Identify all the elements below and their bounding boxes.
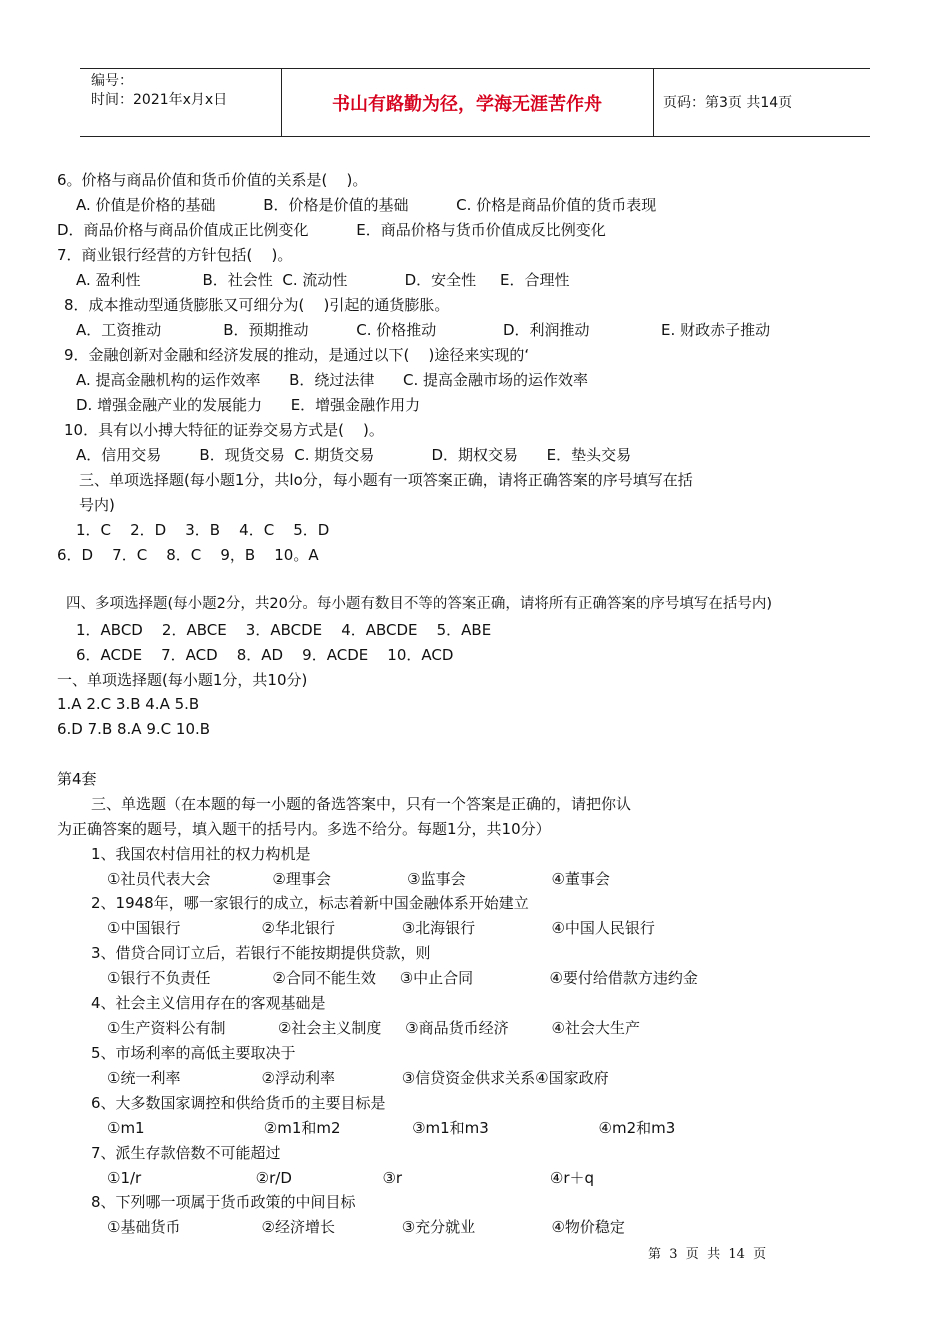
- text-line: 第4套: [57, 770, 97, 788]
- page-footer: 第 3 页 共 14 页: [648, 1247, 767, 1262]
- text-line: 6、大多数国家调控和供给货币的主要目标是: [91, 1094, 386, 1112]
- header-meta-cell: [80, 69, 282, 136]
- header-table: [80, 68, 870, 137]
- text-line: 四、多项选择题(每小题2分，共20分。每小题有数目不等的答案正确，请将所有正确答案的序号填写在括号内): [66, 596, 772, 612]
- header-motto-cell: [281, 69, 654, 136]
- text-line: ①m1 ②m1和m2 ③m1和m3 ④m2和m3: [107, 1119, 676, 1137]
- text-line: 1、我国农村信用社的权力构机是: [91, 845, 311, 863]
- text-line: A. 盈利性 B．社会性 C. 流动性 D．安全性 E．合理性: [76, 271, 570, 289]
- text-line: ①中国银行 ②华北银行 ③北海银行 ④中国人民银行: [107, 919, 655, 937]
- text-line: D. 增强金融产业的发展能力 E．增强金融作用力: [76, 396, 421, 414]
- text-line: 号内): [79, 496, 115, 514]
- text-line: 8、下列哪一项属于货币政策的中间目标: [91, 1193, 356, 1211]
- header-page-cell: [654, 69, 870, 136]
- text-line: ①1/r ②r/D ③r ④r＋q: [107, 1169, 595, 1187]
- text-line: 三、单选题（在本题的每一小题的备选答案中，只有一个答案是正确的，请把你认: [91, 795, 632, 813]
- text-line: 10．具有以小搏大特征的证券交易方式是( )。: [64, 421, 384, 439]
- text-line: 7．商业银行经营的方针包括( )。: [57, 246, 293, 264]
- text-line: ①银行不负责任 ②合同不能生效 ③中止合同 ④要付给借款方违约金: [107, 969, 698, 987]
- text-line: ①生产资料公有制 ②社会主义制度 ③商品货币经济 ④社会大生产: [107, 1019, 640, 1037]
- text-line: 4、社会主义信用存在的客观基础是: [91, 994, 326, 1012]
- text-line: ①基础货币 ②经济增长 ③充分就业 ④物价稳定: [107, 1218, 625, 1236]
- text-line: ①社员代表大会 ②理事会 ③监事会 ④董事会: [107, 870, 610, 888]
- text-line: 5、市场利率的高低主要取决于: [91, 1044, 296, 1062]
- text-line: 1．C 2．D 3．B 4．C 5．D: [76, 521, 330, 539]
- text-line: A．信用交易 B．现货交易 C. 期货交易 D．期权交易 E．垫头交易: [76, 446, 632, 464]
- text-line: 6．ACDE 7．ACD 8．AD 9．ACDE 10．ACD: [76, 646, 454, 664]
- time-label: 时间：2021年x月x日: [91, 92, 228, 108]
- text-line: 6。价格与商品价值和货币价值的关系是( )。: [57, 171, 368, 189]
- text-line: 2、1948年，哪一家银行的成立，标志着新中国金融体系开始建立: [91, 894, 529, 912]
- text-line: A. 提高金融机构的运作效率 B．绕过法律 C. 提高金融市场的运作效率: [76, 371, 589, 389]
- text-line: 为正确答案的题号，填入题干的括号内。多选不给分。每题1分，共10分）: [57, 820, 551, 838]
- text-line: 1.A 2.C 3.B 4.A 5.B: [57, 695, 200, 713]
- motto: 书山有路勤为径，学海无涯苦作舟: [332, 94, 602, 115]
- text-line: A．工资推动 B．预期推动 C. 价格推动 D．利润推动 E. 财政赤子推动: [76, 321, 771, 339]
- number-label: 编号：: [91, 73, 133, 89]
- text-line: 6.D 7.B 8.A 9.C 10.B: [57, 720, 211, 738]
- text-line: 1．ABCD 2．ABCE 3．ABCDE 4．ABCDE 5．ABE: [76, 621, 492, 639]
- text-line: A. 价值是价格的基础 B．价格是价值的基础 C. 价格是商品价值的货币表现: [76, 196, 657, 214]
- text-line: 8．成本推动型通货膨胀又可细分为( )引起的通货膨胀。: [64, 296, 450, 314]
- text-line: 3、借贷合同订立后，若银行不能按期提供贷款，则: [91, 944, 431, 962]
- text-line: 三、单项选择题(每小题1分，共lo分，每小题有一项答案正确，请将正确答案的序号填写在括: [79, 471, 693, 489]
- text-line: 一、单项选择题(每小题1分，共10分): [57, 671, 308, 689]
- text-line: ①统一利率 ②浮动利率 ③信贷资金供求关系④国家政府: [107, 1069, 609, 1087]
- text-line: D．商品价格与商品价值成正比例变化 E．商品价格与货币价值成反比例变化: [57, 221, 606, 239]
- page-label: 页码：第3页 共14页: [663, 95, 793, 111]
- text-line: 9．金融创新对金融和经济发展的推动，是通过以下( )途径来实现的‘: [64, 346, 530, 364]
- text-line: 7、派生存款倍数不可能超过: [91, 1144, 281, 1162]
- text-line: 6．D 7．C 8．C 9，B 10。A: [57, 546, 319, 564]
